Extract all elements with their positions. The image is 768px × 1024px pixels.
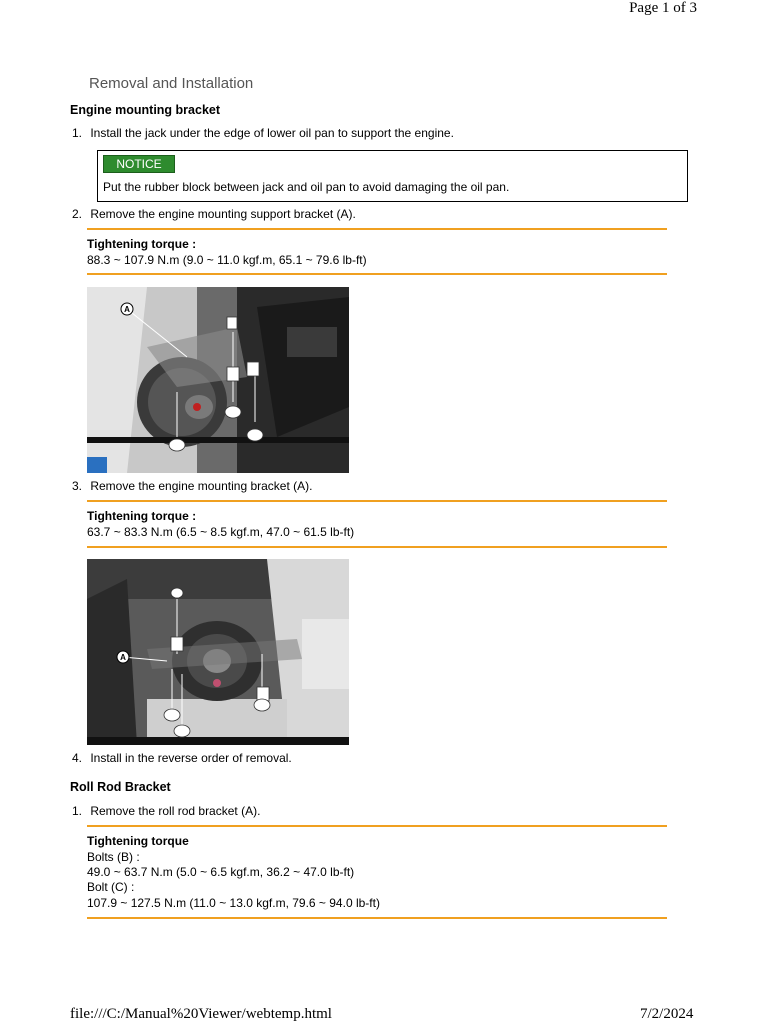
subsection-heading-roll-rod: Roll Rod Bracket — [70, 780, 171, 794]
torque-title: Tightening torque : — [87, 509, 197, 523]
torque-rule-top — [87, 500, 667, 502]
notice-tag: NOTICE — [103, 155, 175, 173]
step-text: Install the jack under the edge of lower oil pan to support the engine. — [90, 126, 454, 140]
step-text: Install in the reverse order of removal. — [90, 751, 292, 765]
subsection-heading-engine-bracket: Engine mounting bracket — [70, 103, 221, 117]
step-3 — [72, 479, 312, 493]
engine-mounting-bracket-photo — [87, 559, 349, 745]
engine-mount-support-bracket-photo — [87, 287, 349, 473]
step-number: 3. — [72, 479, 83, 493]
step-text: Remove the engine mounting bracket (A). — [90, 479, 313, 493]
torque-value: 88.3 ~ 107.9 N.m (9.0 ~ 11.0 kgf.m, 65.1 ~ 79.6 lb-ft) — [87, 253, 367, 267]
section-title: Removal and Installation — [89, 75, 254, 92]
bolts-b-value: 49.0 ~ 63.7 N.m (5.0 ~ 6.5 kgf.m, 36.2 ~ 47.0 lb-ft) — [87, 865, 355, 879]
bolt-c-value: 107.9 ~ 127.5 N.m (11.0 ~ 13.0 kgf.m, 79.6 ~ 94.0 lb-ft) — [87, 896, 380, 910]
step-number: 2. — [72, 207, 83, 221]
photo-callout-label: A — [120, 653, 126, 662]
step-text: Remove the roll rod bracket (A). — [90, 804, 261, 818]
torque-rule-bottom — [87, 273, 667, 275]
step-number: 4. — [72, 751, 83, 765]
footer-file-path: file:///C:/Manual%20Viewer/webtemp.html — [70, 1006, 332, 1022]
bolts-b-label: Bolts (B) : — [87, 850, 140, 864]
step-number: 1. — [72, 804, 83, 818]
torque-rule-bottom — [87, 917, 667, 919]
torque-rule-top — [87, 825, 667, 827]
torque-rule-bottom — [87, 546, 667, 548]
step-text: Remove the engine mounting support bracket (A). — [90, 207, 356, 221]
torque-title: Tightening torque : — [87, 237, 197, 251]
torque-title: Tightening torque — [87, 834, 189, 848]
footer-date: 7/2/2024 — [640, 1006, 694, 1022]
step-4 — [72, 751, 292, 765]
notice-box — [97, 150, 688, 202]
step-number: 1. — [72, 126, 83, 140]
step-1 — [72, 126, 454, 140]
torque-rule-top — [87, 228, 667, 230]
torque-value: 63.7 ~ 83.3 N.m (6.5 ~ 8.5 kgf.m, 47.0 ~ 61.5 lb-ft) — [87, 525, 355, 539]
page-number: Page 1 of 3 — [629, 0, 697, 16]
notice-text: Put the rubber block between jack and oil pan to avoid damaging the oil pan. — [103, 180, 510, 194]
roll-rod-step-1 — [72, 804, 260, 818]
photo-callout-label: A — [124, 305, 130, 314]
bolt-c-label: Bolt (C) : — [87, 880, 135, 894]
step-2 — [72, 207, 356, 221]
